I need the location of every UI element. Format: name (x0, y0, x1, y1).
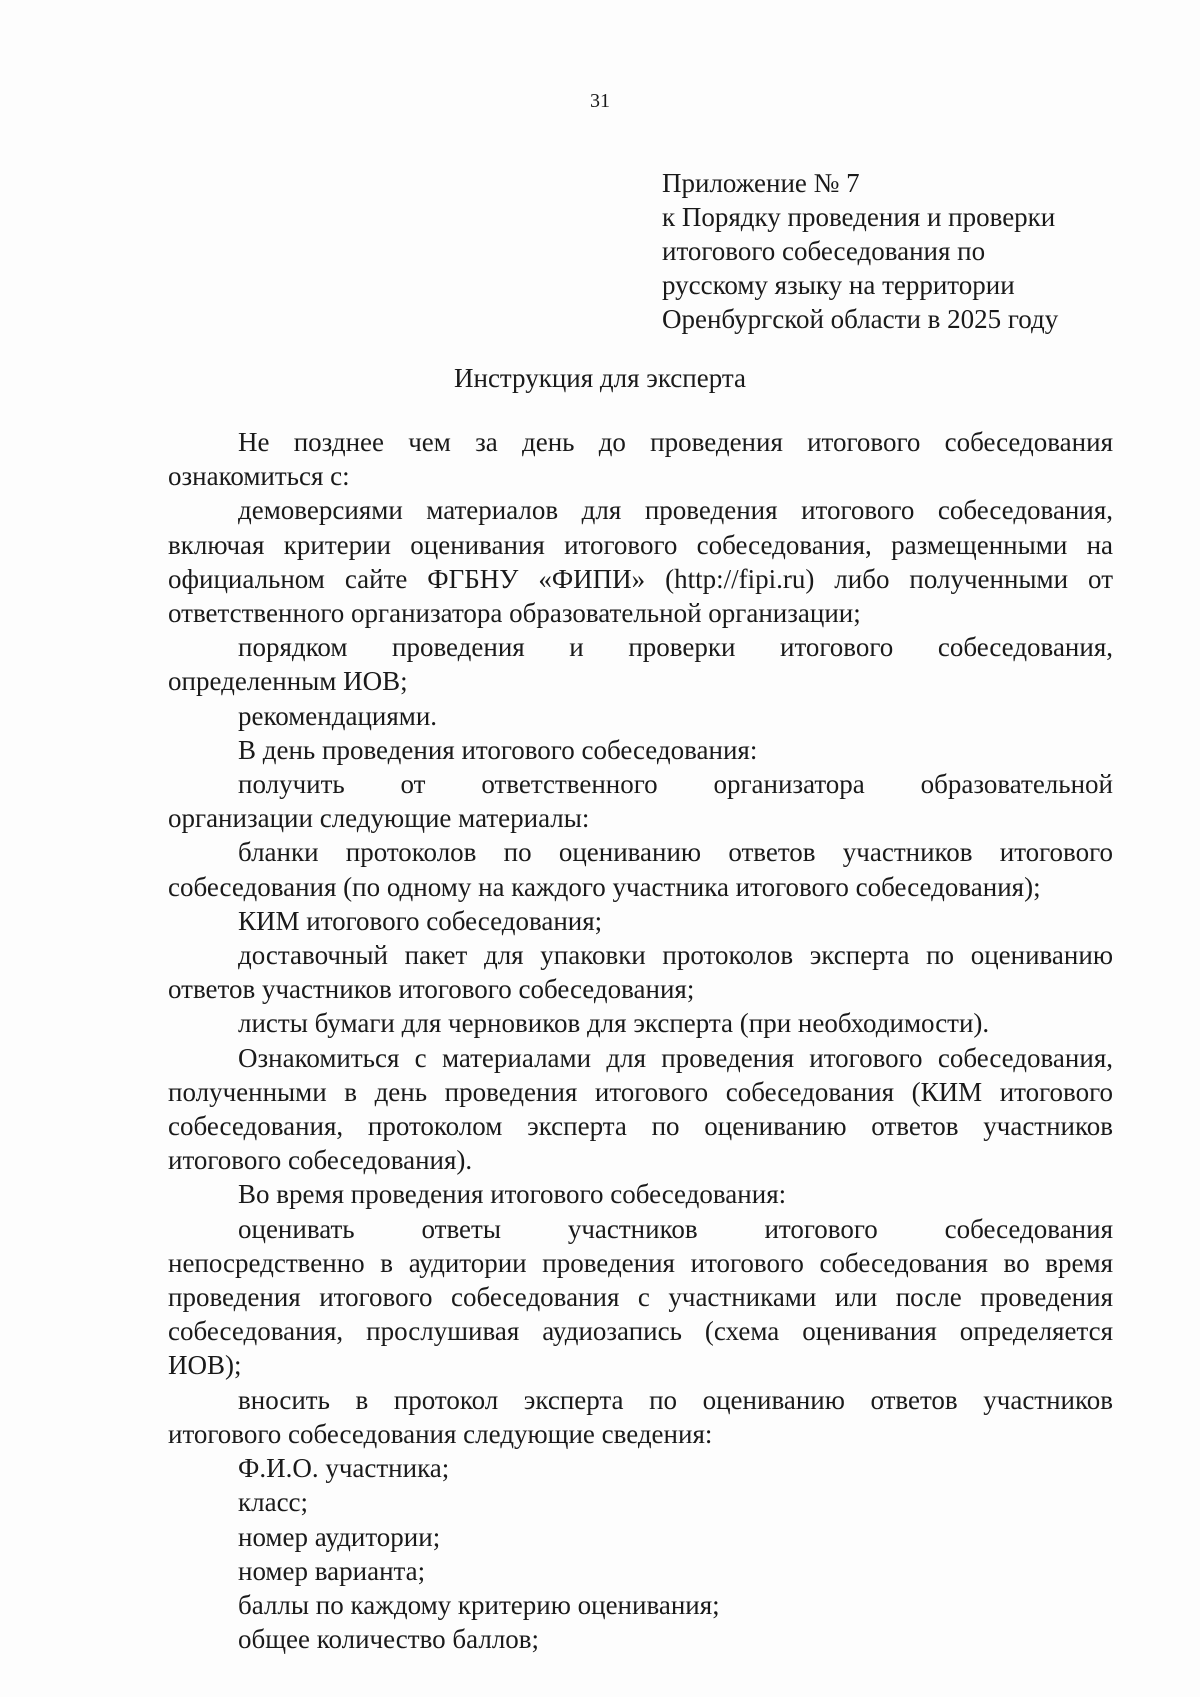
list-item: номер аудитории; (238, 1521, 441, 1552)
paragraph-line: включая критерии оценивания итогового собеседования, размещенными на (168, 529, 1113, 560)
paragraph-line: ответов участников итогового собеседования; (168, 974, 695, 1005)
paragraph-line: доставочный пакет для упаковки протоколов эксперта по оцениванию (238, 940, 1113, 971)
paragraph-line: бланки протоколов по оцениванию ответов участников итогового (238, 837, 1113, 868)
paragraph-line: собеседования, протоколом эксперта по оцениванию ответов участников (168, 1111, 1113, 1142)
paragraph-line: Не позднее чем за день до проведения итогового собеседования (238, 427, 1113, 457)
paragraph-line: ознакомиться с: (168, 461, 350, 492)
paragraph-line: рекомендациями. (238, 700, 438, 731)
paragraph-line: организации следующие материалы: (168, 803, 590, 834)
paragraph-line: порядком проведения и проверки итогового собеседования, (238, 632, 1113, 663)
paragraph-line: В день проведения итогового собеседования: (238, 734, 758, 765)
paragraph-line: Во время проведения итогового собеседования: (238, 1179, 787, 1210)
appendix-line: Оренбургской области в 2025 году (662, 304, 1059, 334)
paragraph-line: ответственного организатора образовательной организации; (168, 598, 861, 629)
document-title: Инструкция для эксперта (454, 363, 746, 393)
appendix-line: итогового собеседования по (662, 236, 986, 266)
paragraph-line: итогового собеседования). (168, 1145, 473, 1176)
list-item: общее количество баллов; (238, 1624, 540, 1655)
list-item: Ф.И.О. участника; (238, 1453, 450, 1484)
paragraph-line: получить от ответственного организатора образовательной (238, 769, 1113, 800)
appendix-line: к Порядку проведения и проверки (662, 202, 1056, 232)
appendix-header (662, 166, 1132, 336)
paragraph-line: собеседования, прослушивая аудиозапись (схема оценивания определяется (168, 1316, 1113, 1347)
appendix-line: Приложение № 7 (662, 168, 860, 198)
list-item: баллы по каждому критерию оценивания; (238, 1589, 720, 1620)
appendix-line: русскому языку на территории (662, 270, 1015, 300)
paragraph-line: непосредственно в аудитории проведения итогового собеседования во время (168, 1247, 1113, 1278)
paragraph-line: официальном сайте ФГБНУ «ФИПИ» (http://fipi.ru) либо полученными от (168, 563, 1113, 594)
paragraph-line: КИМ итогового собеседования; (238, 905, 603, 936)
paragraph-line: собеседования (по одному на каждого участника итогового собеседования); (168, 871, 1041, 902)
paragraph-line: итогового собеседования следующие сведения: (168, 1418, 713, 1449)
document-body (168, 425, 1113, 1656)
page-number: 31 (590, 90, 610, 112)
paragraph-line: демоверсиями материалов для проведения итогового собеседования, (238, 495, 1113, 526)
paragraph-line: оценивать ответы участников итогового собеседования (238, 1213, 1113, 1244)
paragraph-line: проведения итогового собеседования с участниками или после проведения (168, 1282, 1113, 1313)
paragraph-line: определенным ИОВ; (168, 666, 408, 697)
paragraph-line: листы бумаги для черновиков для эксперта (при необходимости). (238, 1008, 990, 1039)
paragraph-line: Ознакомиться с материалами для проведения итогового собеседования, (238, 1042, 1113, 1073)
paragraph-line: ИОВ); (168, 1350, 242, 1381)
paragraph-line: полученными в день проведения итогового собеседования (КИМ итогового (168, 1076, 1113, 1107)
paragraph-line: вносить в протокол эксперта по оцениванию ответов участников (238, 1384, 1113, 1415)
list-item: номер варианта; (238, 1555, 426, 1586)
list-item: класс; (238, 1487, 309, 1518)
